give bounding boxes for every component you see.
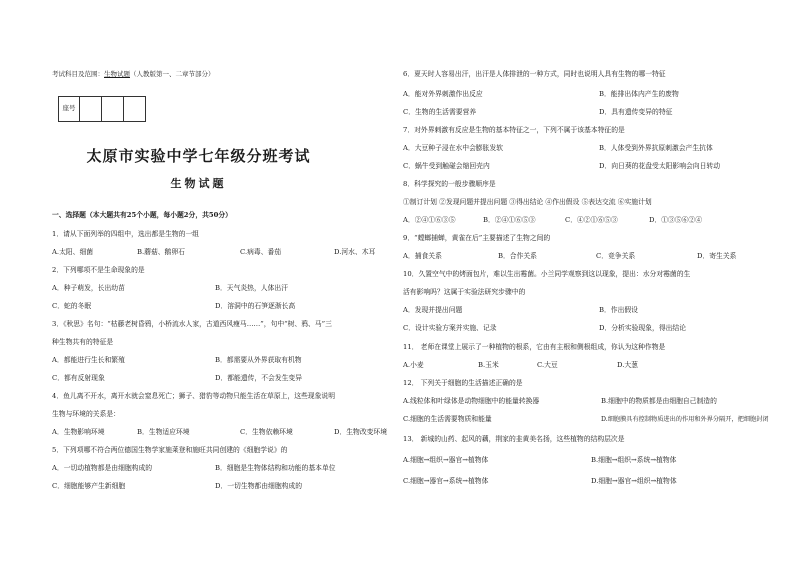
option: D．向日葵的花盘受太阳影响会向日转动 — [599, 162, 720, 170]
question-stem: 3．《秋思》名句：“枯藤老树昏鸦，小桥流水人家，古道西风瘦马……”，句中“树、鸦、马”三 — [52, 320, 332, 328]
option: C.细胞的生活需要物质和能量 — [403, 415, 492, 423]
scope-prefix: 考试科目及范围： — [52, 70, 104, 78]
seat-box-2[interactable] — [102, 97, 124, 122]
subject-title: 生物试题 — [170, 177, 227, 190]
option: B．细胞是生物体结构和功能的基本单位 — [215, 464, 336, 472]
option: D．分析实验现象，得出结论 — [599, 324, 687, 332]
option: A.小麦 — [403, 361, 424, 369]
option: C.病毒、番茄 — [240, 248, 282, 256]
question-stem: 生物与环境的关系是： — [52, 410, 120, 418]
option: B．都需要从外界获取有机物 — [215, 356, 302, 364]
option: A．发现并提出问题 — [403, 306, 463, 314]
seat-box-1[interactable] — [80, 97, 102, 122]
option: A.太阳、细菌 — [52, 248, 94, 256]
question-stem: 种生物共有的特征是 — [52, 338, 114, 346]
option: A．一切动植物都是由细胞构成的 — [52, 464, 153, 472]
option: A．能对外界刺激作出反应 — [403, 90, 483, 98]
option: D．溶洞中的石笋逐渐长高 — [215, 302, 296, 310]
question-stem: 9．“螳螂捕蝉，黄雀在后”主要描述了生物之间的 — [403, 234, 551, 242]
option: C．设计实验方案并实施、记录 — [403, 324, 497, 332]
option: C．细胞能够产生新细胞 — [52, 482, 126, 490]
question-stem: 12． 下列关于细胞的生活描述正确的是 — [403, 379, 523, 387]
option: C．蜗牛受到触碰会缩回壳内 — [403, 162, 490, 170]
option: A．②④①⑥③⑤ — [403, 216, 456, 224]
question-stem: 4．鱼儿离不开水，离开水就会窒息死亡；狮子、猎豹等动物只能生活在草原上，这些现象说明 — [52, 392, 335, 400]
option: A．大豆种子浸在水中会膨胀发软 — [403, 144, 504, 152]
question-stem: 10．久置空气中的烤面包片，难以生出霉菌。小兰同学观察到这以现象，提出：水分对霉菌的生 — [403, 270, 691, 278]
option: D．生物改变环境 — [334, 428, 388, 436]
option: B.玉米 — [478, 361, 499, 369]
option: D.河水、木耳 — [334, 248, 376, 256]
question-stem: 5．下列项哪不符合两位德国生物学家施莱登和施旺共同创建的《细胞学说》的 — [52, 446, 288, 454]
seat-box-3[interactable] — [124, 97, 146, 122]
question-stem: 13． 新城的山药、起风的藕，荆家的韭黄美名扬，这些植物的结构层次是 — [403, 435, 625, 443]
option: D．具有遗传变异的特征 — [599, 108, 673, 116]
option: A．种子萌发，长出幼苗 — [52, 284, 125, 292]
option: B.细胞→组织→系统→植物体 — [591, 456, 677, 464]
option: D.细胞膜具有控制物质进出的作用和外界分隔开，把细胞封闭 — [601, 416, 769, 423]
question-stem: 11． 老师在课堂上展示了一种植物的根系，它由有主根和侧根组成，你认为这种作物是 — [403, 343, 666, 351]
option: B．人体受到外界抗原刺激会产生抗体 — [599, 144, 713, 152]
option: D.大葱 — [617, 361, 638, 369]
option: C．生物的生活需要营养 — [403, 108, 477, 116]
option: B．②④①⑥⑤③ — [483, 216, 536, 224]
scope-subject: 生物试题 — [104, 70, 130, 78]
option: D．寄生关系 — [697, 252, 737, 260]
question-stem: 7．对外界刺激有反应是生物的基本特征之一，下列不属于该基本特征的是 — [403, 126, 625, 134]
exam-scope — [52, 71, 215, 78]
option: C．竞争关系 — [596, 252, 636, 260]
option: B．天气炎热，人体出汗 — [215, 284, 288, 292]
option: B．能排出体内产生的废物 — [599, 90, 679, 98]
scope-suffix: （人教版第一、二章节部分） — [130, 70, 215, 78]
option: D．一切生物都由细胞构成的 — [215, 482, 303, 490]
option: A.线粒体和叶绿体是动物细胞中的能量转换器 — [403, 397, 540, 405]
option: A．生物影响环境 — [52, 428, 105, 436]
option: B.细胞中的物质都是由细胞自己制造的 — [601, 397, 717, 405]
question-stem: ①制订计划 ②发现问题并提出问题 ③得出结论 ④作出假设 ⑤表达交流 ⑥实施计划 — [403, 198, 652, 206]
option: C．④②①⑥⑤③ — [565, 216, 618, 224]
option: C．蛇的冬眠 — [52, 302, 92, 310]
option: C.大豆 — [537, 361, 558, 369]
question-stem: 6．夏天时人容易出汗，出汗是人体排泄的一种方式，同时也说明人具有生物的哪一特征 — [403, 70, 666, 78]
option: B．作出假设 — [599, 306, 638, 314]
option: A.细胞→组织→器官→植物体 — [403, 456, 489, 464]
option: A．捕食关系 — [403, 252, 442, 260]
question-stem: 2．下列哪项不是生命现象的是 — [52, 266, 145, 274]
option: B.蘑菇、鹅卵石 — [137, 248, 185, 256]
option: D．①③⑤⑥②④ — [649, 216, 703, 224]
option: D．都能遗传，不会发生变异 — [215, 374, 303, 382]
option: A．都能进行生长和繁殖 — [52, 356, 125, 364]
question-stem: 1．请从下面列举的四组中，选出都是生物的一组 — [52, 230, 200, 238]
section-heading: 一、选择题（本大题共有25个小题，每小题2分，共50分） — [52, 211, 232, 219]
option: B．合作关系 — [498, 252, 537, 260]
option: C．都有反射现象 — [52, 374, 105, 382]
seat-number-table — [58, 96, 146, 122]
seat-label: 座号 — [59, 97, 80, 122]
option: B．生物适应环境 — [137, 428, 190, 436]
question-stem: 活有影响吗？这属于实验法研究步骤中的 — [403, 288, 526, 296]
option: C．生物依赖环境 — [240, 428, 293, 436]
school-title: 太原市实验中学七年级分班考试 — [86, 147, 311, 165]
question-stem: 8．科学探究的一般步骤顺序是 — [403, 180, 496, 188]
option: D.细胞→器官→组织→植物体 — [591, 477, 677, 485]
option: C.细胞→器官→系统→植物体 — [403, 477, 489, 485]
